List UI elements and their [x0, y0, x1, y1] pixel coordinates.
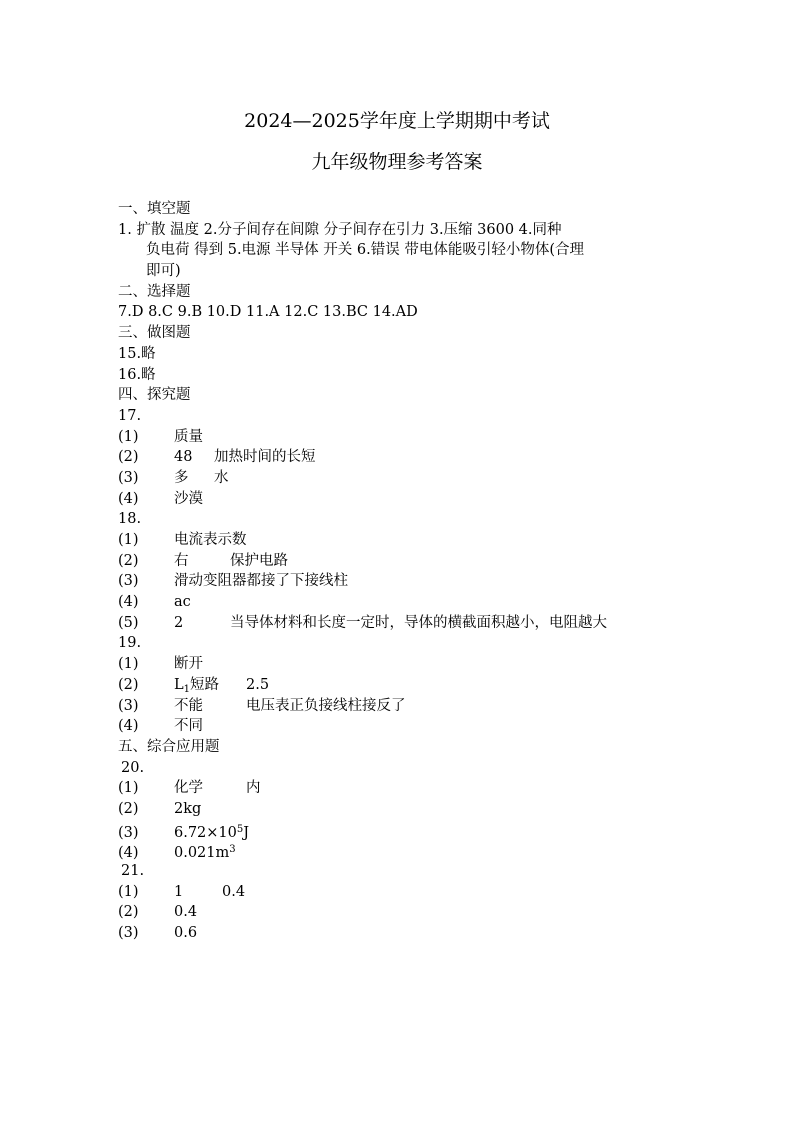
item-answer-2: 2.5: [246, 676, 270, 693]
item-answer-2: 保护电路: [230, 552, 288, 569]
q15-answer: 15.略: [118, 345, 156, 362]
section-heading-drawing: 三、做图题: [118, 325, 191, 342]
answer-key-title: 九年级物理参考答案: [311, 151, 483, 173]
item-answer-main: L: [174, 676, 184, 693]
item-number: (2): [118, 552, 139, 569]
q20-item-4: [118, 840, 688, 861]
item-number: (1): [118, 532, 139, 548]
item-number: (3): [118, 573, 139, 590]
fill-blank-answers-line2: 负电荷 得到 5.电源 半导体 开关 6.错误 带电体能吸引轻小物体(合理: [146, 242, 584, 259]
q18-item-4: [118, 592, 688, 613]
item-answer: 2: [174, 614, 184, 631]
item-number: (4): [118, 718, 139, 735]
item-answer: 48: [174, 449, 193, 466]
item-number: (1): [118, 883, 139, 900]
q18-item-5: [118, 613, 688, 634]
item-answer: 1: [174, 883, 184, 900]
item-answer-2: 水: [214, 469, 229, 486]
q20-item-1: [118, 778, 688, 799]
item-number: (4): [118, 490, 139, 507]
fill-blank-answers-line1: 1. 扩散 温度 2.分子间存在间隙 分子间存在引力 3.压缩 3600 4.同种: [118, 221, 562, 238]
q21-item-1: [118, 882, 688, 903]
q18-item-2: [118, 551, 688, 572]
q19-item-1: [118, 654, 688, 675]
q17-item-1: [118, 427, 688, 448]
q21-item-3: [118, 923, 688, 944]
item-answer: 2kg: [174, 800, 202, 817]
item-answer-2: 内: [246, 780, 261, 797]
item-answer: 滑动变阻器都接了下接线柱: [174, 573, 348, 590]
section-heading-fill-blank: 一、填空题: [118, 201, 191, 217]
item-answer: 不同: [174, 718, 203, 735]
q19-label: 19.: [118, 635, 142, 652]
section-heading-application: 五、综合应用题: [118, 738, 220, 755]
q18-item-3: [118, 571, 688, 592]
item-answer: 沙漠: [174, 490, 203, 507]
item-number: (5): [118, 614, 139, 631]
q20-label: 20.: [121, 759, 145, 776]
item-answer-superscript: 5: [236, 823, 244, 835]
item-number: (4): [118, 845, 139, 862]
q16-answer: 16.略: [118, 366, 156, 383]
item-number: (1): [118, 780, 139, 797]
item-number: (3): [118, 824, 139, 841]
section-heading-inquiry: 四、探究题: [118, 387, 191, 404]
q19-item-2: [118, 675, 688, 696]
q17-item-4: [118, 489, 688, 510]
item-answer: [174, 840, 236, 864]
item-answer: 不能: [174, 697, 203, 714]
section-heading-choice: 二、选择题: [118, 283, 191, 300]
item-answer-superscript: 3: [229, 844, 236, 856]
item-answer: 多: [174, 469, 189, 486]
item-number: (2): [118, 676, 139, 693]
item-answer-main: 0.021m: [174, 845, 230, 862]
item-number: (1): [118, 656, 139, 673]
q21-label: 21.: [121, 863, 145, 879]
item-answer: 0.6: [174, 925, 198, 942]
item-answer-2: 0.4: [222, 883, 246, 900]
item-answer-main: 6.72×10: [174, 824, 237, 841]
item-answer-2: 当导体材料和长度一定时，导体的横截面积越小，电阻越大: [230, 614, 607, 631]
item-number: (2): [118, 904, 139, 921]
answer-content: [118, 199, 688, 944]
item-answer: 电流表示数: [174, 532, 247, 548]
q19-item-4: [118, 716, 688, 737]
q18-item-1: [118, 530, 688, 551]
item-answer: ac: [174, 594, 191, 611]
item-answer-2: 加热时间的长短: [214, 449, 316, 466]
q19-item-3: [118, 696, 688, 717]
item-number: (3): [118, 697, 139, 714]
item-number: (2): [118, 449, 139, 466]
q20-item-2: [118, 799, 688, 820]
item-number: (4): [118, 594, 139, 611]
q20-item-3: [118, 820, 688, 841]
item-answer: 右: [174, 552, 189, 569]
item-answer: 0.4: [174, 904, 198, 921]
item-answer-tail: J: [243, 824, 250, 841]
choice-answers: 7.D 8.C 9.B 10.D 11.A 12.C 13.BC 14.AD: [118, 304, 418, 321]
q18-label: 18.: [118, 511, 142, 528]
item-number: (2): [118, 800, 139, 817]
q17-item-2: [118, 447, 688, 468]
item-number: (3): [118, 469, 139, 486]
item-answer-2: 电压表正负接线柱接反了: [246, 697, 406, 714]
item-answer: 化学: [174, 780, 203, 797]
item-answer: 质量: [174, 428, 203, 445]
item-number: (3): [118, 925, 139, 942]
fill-blank-answers-line3: 即可): [146, 263, 181, 280]
q17-label: 17.: [118, 407, 142, 424]
q21-item-2: [118, 902, 688, 923]
item-answer: 断开: [174, 656, 203, 673]
item-number: (1): [118, 428, 139, 445]
exam-title: 2024—2025学年度上学期期中考试: [244, 110, 550, 132]
item-answer-tail: 短路: [190, 676, 220, 693]
item-answer-subscript: 1: [183, 683, 191, 695]
q17-item-3: [118, 468, 688, 489]
